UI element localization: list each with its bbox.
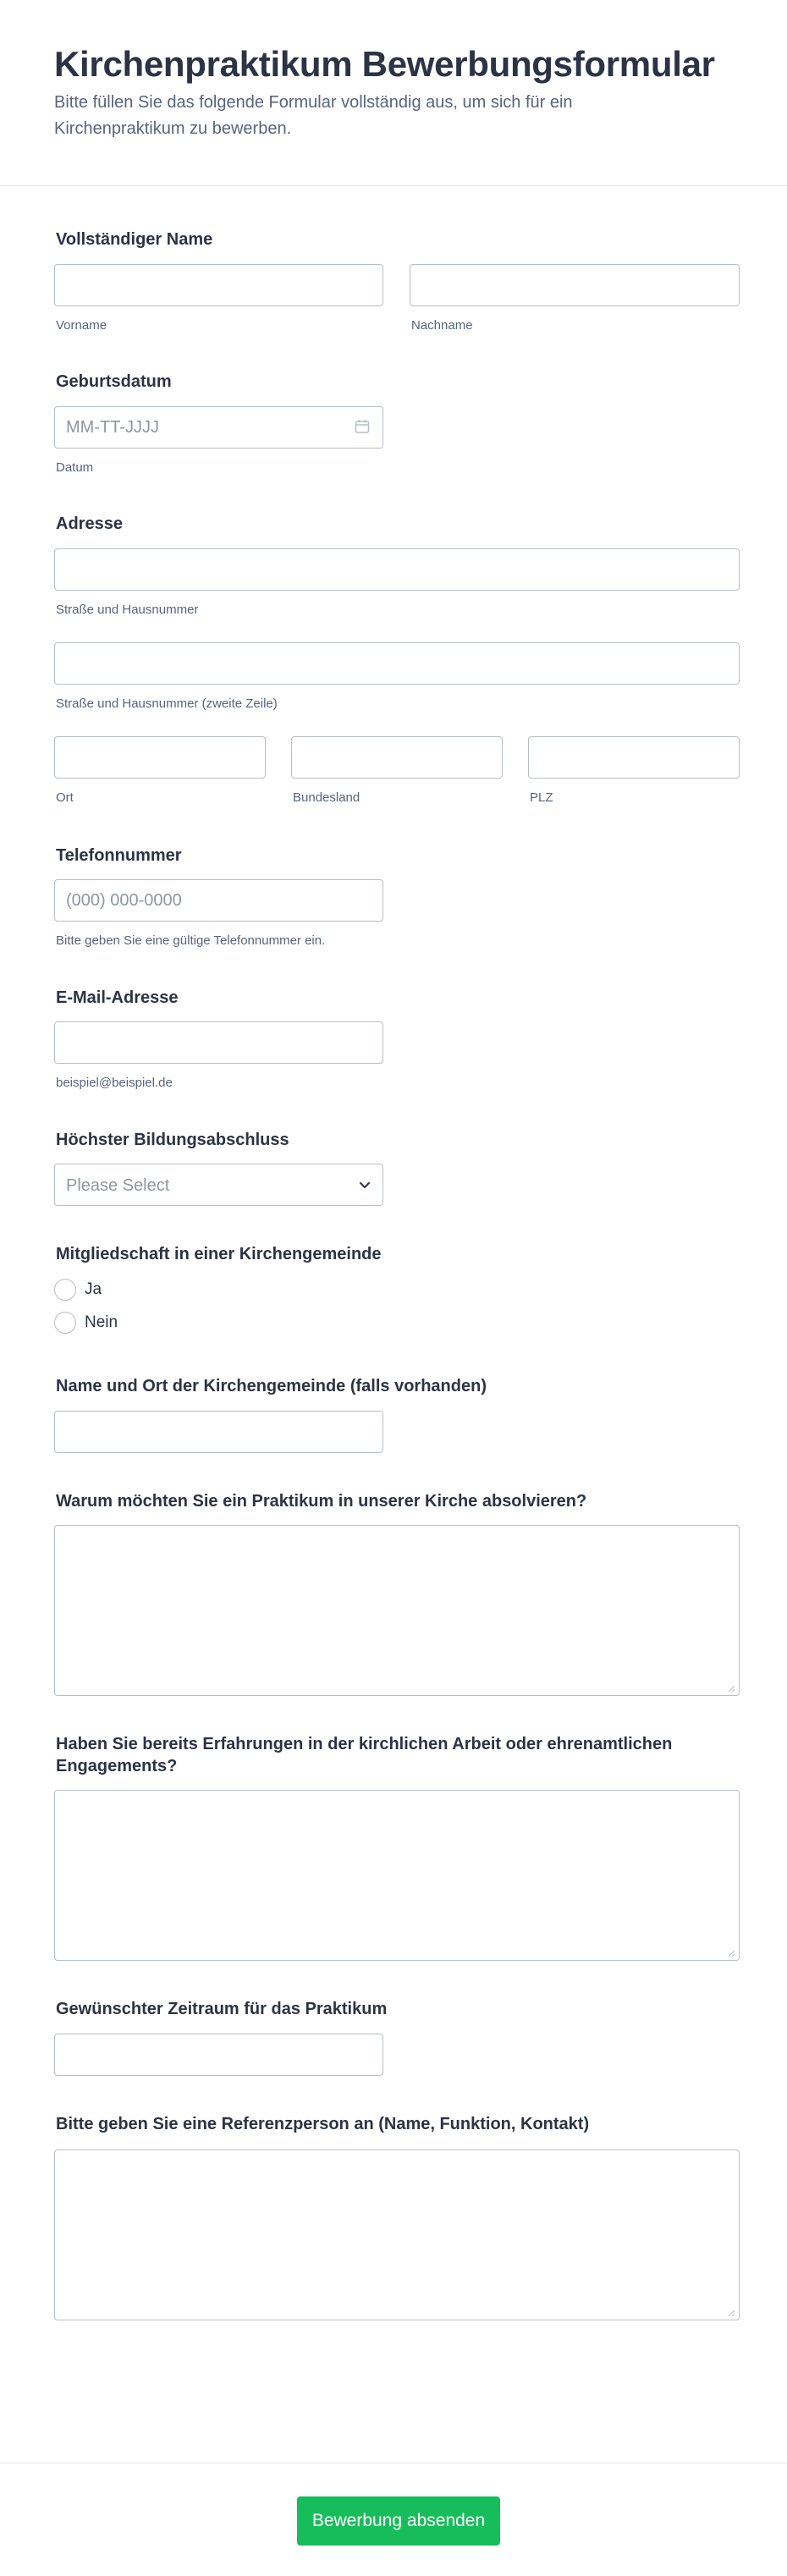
birthdate-sublabel: Datum bbox=[56, 460, 94, 475]
email-sublabel: beispiel@beispiel.de bbox=[56, 1076, 173, 1090]
resize-grip-icon[interactable] bbox=[727, 1684, 735, 1693]
motivation-label: Warum möchten Sie ein Praktikum in unserer Kirche absolvieren? bbox=[56, 1492, 587, 1511]
last-name-input[interactable] bbox=[410, 264, 740, 306]
period-label: Gewünschter Zeitraum für das Praktikum bbox=[56, 2000, 388, 2018]
experience-textarea[interactable] bbox=[54, 1790, 740, 1961]
name-label: Vollständiger Name bbox=[56, 230, 213, 249]
education-select-value: Please Select bbox=[66, 1176, 170, 1195]
form-title: Kirchenpraktikum Bewerbungsformular bbox=[54, 44, 715, 84]
birthdate-input[interactable] bbox=[54, 406, 383, 449]
radio-label-ja: Ja bbox=[85, 1280, 102, 1298]
first-name-input[interactable] bbox=[54, 264, 383, 306]
phone-label: Telefonnummer bbox=[56, 846, 182, 865]
address-label: Adresse bbox=[56, 515, 123, 533]
radio-label-nein: Nein bbox=[85, 1313, 118, 1331]
zip-input[interactable] bbox=[528, 736, 740, 779]
membership-option-ja[interactable] bbox=[54, 1278, 308, 1302]
state-input[interactable] bbox=[291, 736, 503, 779]
form-subtitle: Bitte füllen Sie das folgende Formular vollständig aus, um sich für ein Kirchenpraktikum zu bewerben. bbox=[54, 93, 573, 138]
street2-input[interactable] bbox=[54, 642, 740, 685]
chevron-down-icon bbox=[359, 1181, 371, 1191]
zip-sublabel: PLZ bbox=[530, 790, 553, 805]
education-select[interactable] bbox=[54, 1164, 383, 1206]
reference-label: Bitte geben Sie eine Referenzperson an (Name, Funktion, Kontakt) bbox=[56, 2115, 590, 2133]
first-name-sublabel: Vorname bbox=[56, 318, 107, 333]
calendar-icon[interactable] bbox=[354, 418, 371, 435]
form-header bbox=[0, 0, 787, 186]
resize-grip-icon[interactable] bbox=[727, 2309, 735, 2317]
radio-button-nein[interactable] bbox=[54, 1312, 76, 1334]
street-sublabel: Straße und Hausnummer bbox=[56, 603, 199, 617]
parish-input[interactable] bbox=[54, 1411, 383, 1453]
street-input[interactable] bbox=[54, 548, 740, 591]
resize-grip-icon[interactable] bbox=[727, 1949, 735, 1957]
email-label: E-Mail-Adresse bbox=[56, 988, 179, 1007]
phone-input[interactable] bbox=[54, 879, 383, 922]
radio-button-ja[interactable] bbox=[54, 1279, 76, 1301]
city-sublabel: Ort bbox=[56, 790, 74, 805]
birthdate-label: Geburtsdatum bbox=[56, 372, 172, 391]
city-input[interactable] bbox=[54, 736, 266, 779]
street2-sublabel: Straße und Hausnummer (zweite Zeile) bbox=[56, 696, 278, 711]
phone-sublabel: Bitte geben Sie eine gültige Telefonnummer ein. bbox=[56, 933, 326, 948]
state-sublabel: Bundesland bbox=[293, 790, 360, 805]
email-input[interactable] bbox=[54, 1021, 383, 1064]
last-name-sublabel: Nachname bbox=[411, 318, 473, 333]
parish-label: Name und Ort der Kirchengemeinde (falls vorhanden) bbox=[56, 1377, 487, 1395]
education-label: Höchster Bildungsabschluss bbox=[56, 1131, 289, 1149]
submit-button[interactable]: Bewerbung absenden bbox=[297, 2496, 500, 2546]
reference-textarea[interactable] bbox=[54, 2149, 740, 2320]
experience-label: Haben Sie bereits Erfahrungen in der kirchlichen Arbeit oder ehrenamtlichen Engagements? bbox=[56, 1735, 673, 1775]
membership-label: Mitgliedschaft in einer Kirchengemeinde bbox=[56, 1245, 382, 1263]
membership-option-nein[interactable] bbox=[54, 1311, 308, 1335]
period-input[interactable] bbox=[54, 2034, 383, 2076]
motivation-textarea[interactable] bbox=[54, 1525, 740, 1696]
